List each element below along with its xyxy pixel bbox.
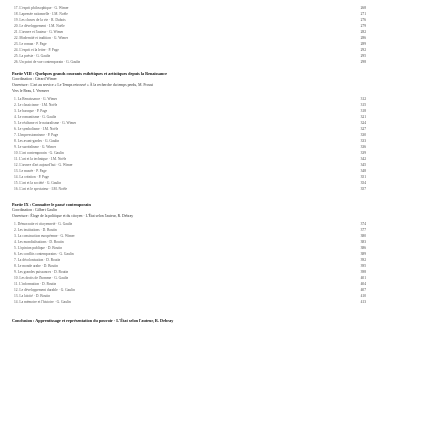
toc-entry[interactable]	[14, 115, 352, 119]
toc-entry[interactable]	[14, 36, 352, 40]
toc-page-number: 386	[360, 246, 366, 250]
toc-page-number: 354	[360, 181, 366, 185]
toc-entry-title: 18. Lapensée rationnelle · I.M. Noële	[14, 12, 68, 16]
toc-page-number: 351	[360, 175, 366, 179]
toc-entry-title: 10. Les droits de l'homme · G. Gaulin	[14, 276, 69, 280]
toc-page-number: 389	[360, 252, 366, 256]
toc-entry-title: 3. Le baroque · P. Page	[14, 109, 48, 113]
toc-entry-title: 6. Le symbolisme · I.M. Noële	[14, 127, 59, 131]
toc-page-number: 276	[360, 18, 366, 22]
toc-entry-title: 6. Les conflits contemporains · G. Gaulin	[14, 252, 74, 256]
toc-page-number: 289	[360, 42, 366, 46]
toc-entry-title: 10. L'art contemporain · G. Gaulin	[14, 151, 64, 155]
section-subheading: Vers le Beau, I. Vermeer	[12, 89, 50, 93]
toc-entry-title: 3. La construction européenne · G. Wimer	[14, 234, 75, 238]
toc-page-number: 321	[360, 115, 366, 119]
toc-entry[interactable]	[14, 109, 352, 113]
toc-entry-title: 16. L'art et le spectateur · I.M. Noële	[14, 187, 68, 191]
toc-entry-title: 23. Le roman · P. Page	[14, 42, 47, 46]
toc-entry[interactable]	[14, 288, 352, 292]
toc-entry-title: 4. Le romantisme · G. Gaulin	[14, 115, 57, 119]
toc-entry[interactable]	[14, 264, 352, 268]
toc-page-number: 324	[360, 121, 366, 125]
toc-page-number: 392	[360, 258, 366, 262]
toc-entry-title: 26. Un point de vue contemporain · G. Gaulin	[14, 60, 81, 64]
toc-entry-title: 1. La Renaissance · G. Wimer	[14, 97, 58, 101]
toc-entry[interactable]	[14, 157, 352, 161]
toc-entry[interactable]	[14, 294, 352, 298]
toc-entry-title: 13. La laïcité · D. Boutin	[14, 294, 51, 298]
toc-entry-title: 7. La décolonisation · D. Boutin	[14, 258, 61, 262]
toc-entry[interactable]	[14, 42, 352, 46]
toc-entry[interactable]	[14, 163, 352, 167]
toc-entry-title: 5. Le réalisme et le naturalisme · G. Wimer	[14, 121, 77, 125]
toc-entry-title: 4. Les mondialisations · D. Boutin	[14, 240, 64, 244]
toc-entry[interactable]	[14, 187, 352, 191]
toc-page-number: 413	[360, 300, 366, 304]
toc-entry[interactable]	[14, 60, 352, 64]
toc-entry[interactable]	[14, 139, 352, 143]
toc-entry[interactable]	[14, 282, 352, 286]
toc-page-number: 271	[360, 12, 366, 16]
toc-entry-title: 8. Le monde arabe · D. Boutin	[14, 264, 58, 268]
toc-entry[interactable]	[14, 246, 352, 250]
toc-entry-title: 11. L'art et la technique · I.M. Noële	[14, 157, 67, 161]
toc-entry[interactable]	[14, 103, 352, 107]
toc-entry[interactable]	[14, 258, 352, 262]
toc-entry-title: 9. Les grandes puissances · D. Boutin	[14, 270, 69, 274]
toc-entry[interactable]	[14, 252, 352, 256]
toc-entry[interactable]	[14, 181, 352, 185]
toc-page-number: 383	[360, 240, 366, 244]
toc-entry[interactable]	[14, 276, 352, 280]
toc-entry-title: 5. L'opinion publique · D. Boutin	[14, 246, 63, 250]
toc-page-number: 292	[360, 48, 366, 52]
toc-page-number: 407	[360, 288, 366, 292]
toc-entry-title: 25. La poésie · G. Gaulin	[14, 54, 51, 58]
toc-entry[interactable]	[14, 48, 352, 52]
section-heading: Partie VIII : Quelques grands courants esthétiques et artistiques depuis la Renaissance	[12, 71, 167, 76]
toc-entry[interactable]	[14, 54, 352, 58]
toc-page-number: 318	[360, 109, 366, 113]
toc-entry-title: 24. L'esprit et la lettre · P. Page	[14, 48, 59, 52]
toc-page-number: 374	[360, 222, 366, 226]
toc-page-number: 357	[360, 187, 366, 191]
toc-entry[interactable]	[14, 24, 352, 28]
toc-entry-title: 2. Les institutions · D. Boutin	[14, 228, 57, 232]
toc-entry-title: 13. Le musée · P. Page	[14, 169, 47, 173]
toc-entry-title: 20. Le développement · I.M. Noële	[14, 24, 65, 28]
toc-entry-title: 12. L'œuvre d'art aujourd'hui · G. Wimer	[14, 163, 73, 167]
toc-entry-title: 11. L'information · D. Boutin	[14, 282, 57, 286]
toc-page-number: 348	[360, 169, 366, 173]
toc-page-number: 268	[360, 6, 366, 10]
toc-page-number: 330	[360, 133, 366, 137]
toc-entry-title: 2. Le classicisme · I.M. Noële	[14, 103, 58, 107]
toc-entry-title: 1. Démocratie et citoyenneté · G. Gaulin	[14, 222, 73, 226]
section-subheading: Coordination : Gilbert Gaulin	[12, 208, 58, 212]
toc-entry-title: 12. Le développement durable · G. Gaulin	[14, 288, 75, 292]
toc-page-number: 345	[360, 163, 366, 167]
toc-page-number: 410	[360, 294, 366, 298]
toc-entry-title: 14. La création · P. Page	[14, 175, 50, 179]
toc-entry[interactable]	[14, 270, 352, 274]
toc-entry[interactable]	[14, 240, 352, 244]
toc-page-number: 377	[360, 228, 366, 232]
section-subheading: Ouverture : Éloge de la politique et du citoyen · L'État selon l'auteur, R. Debray	[12, 214, 134, 218]
toc-entry[interactable]	[14, 30, 352, 34]
toc-entry-title: 14. La mémoire et l'histoire · G. Gaulin	[14, 300, 71, 304]
toc-page-number: 315	[360, 103, 366, 107]
toc-entry-title: 9. Le surréalisme · G. Wimer	[14, 145, 57, 149]
toc-entry[interactable]	[14, 145, 352, 149]
section-subheading: Ouverture : L'art au service « Le Temps retrouvé » À la recherche du temps perdu, M. Proust	[12, 83, 154, 87]
section-heading: Conclusion : Apprentissage et représentation du pouvoir · L'État selon l'auteur, R. Debray	[12, 318, 174, 323]
toc-page-number: 286	[360, 36, 366, 40]
toc-page-number: 312	[360, 97, 366, 101]
toc-entry-title: 22. Modernité et tradition · G. Wimer	[14, 36, 69, 40]
toc-entry-title: 19. Les choses de la vie · R. Dubois	[14, 18, 66, 22]
toc-entry[interactable]	[14, 18, 352, 22]
section-subheading: Coordination : Gérard Wimer	[12, 77, 57, 81]
toc-entry[interactable]	[14, 300, 352, 304]
toc-entry[interactable]	[14, 97, 352, 101]
toc-entry[interactable]	[14, 169, 352, 173]
toc-page-number: 336	[360, 145, 366, 149]
toc-entry-title: 21. L'œuvre et l'auteur · G. Wimer	[14, 30, 64, 34]
toc-page-number: 342	[360, 157, 366, 161]
toc-entry-title: 8. Les avant-gardes · G. Gaulin	[14, 139, 60, 143]
toc-page-number: 339	[360, 151, 366, 155]
toc-entry-title: 7. L'impressionnisme · P. Page	[14, 133, 59, 137]
toc-page-number: 398	[360, 270, 366, 274]
toc-page-number: 327	[360, 127, 366, 131]
section-heading: Partie IX : Connaître le passé contemporain	[12, 202, 91, 207]
toc-entry-title: 17. L'esprit philosophique · G. Wimer	[14, 6, 69, 10]
toc-entry[interactable]	[14, 12, 352, 16]
toc-page-number: 295	[360, 54, 366, 58]
toc-page-number: 395	[360, 264, 366, 268]
toc-page-number: 279	[360, 24, 366, 28]
toc-page-number: 298	[360, 60, 366, 64]
toc-page-number: 404	[360, 282, 366, 286]
toc-page-number: 380	[360, 234, 366, 238]
toc-page-number: 333	[360, 139, 366, 143]
toc-entry[interactable]	[14, 6, 352, 10]
toc-entry[interactable]	[14, 127, 352, 131]
toc-page-number: 401	[360, 276, 366, 280]
toc-entry[interactable]	[14, 228, 352, 232]
toc-entry[interactable]	[14, 234, 352, 238]
toc-entry[interactable]	[14, 121, 352, 125]
toc-entry[interactable]	[14, 175, 352, 179]
toc-entry[interactable]	[14, 222, 352, 226]
toc-entry-title: 15. L'art et la société · G. Gaulin	[14, 181, 62, 185]
toc-entry[interactable]	[14, 151, 352, 155]
toc-page-number: 282	[360, 30, 366, 34]
toc-entry[interactable]	[14, 133, 352, 137]
